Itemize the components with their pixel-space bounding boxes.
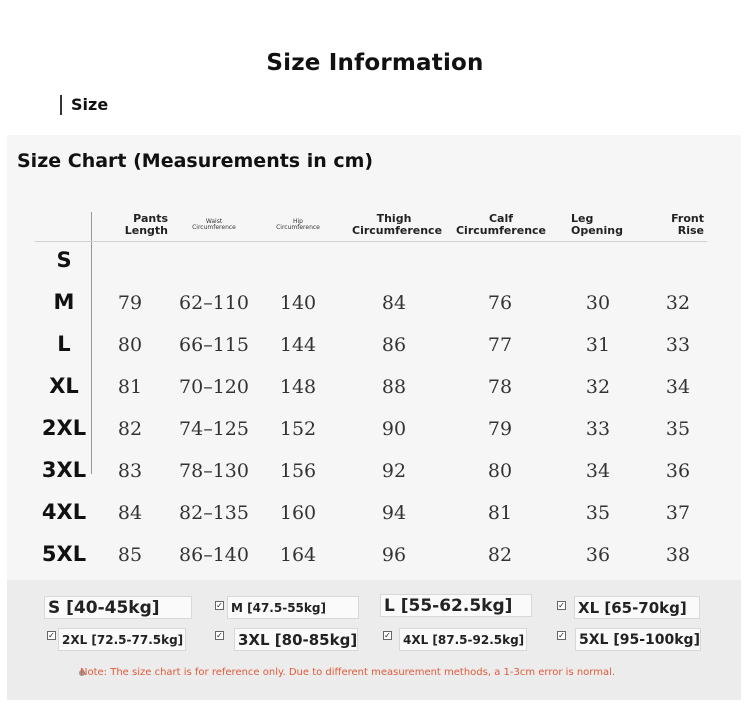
cell-thigh: 90 [381,418,407,440]
cell-front-rise: 35 [665,418,691,440]
cell-hip: 156 [279,460,317,482]
header-waist-circumference: Waist Circumference [192,217,236,231]
header-calf-circumference: Calf Circumference [455,212,547,237]
cell-calf: 77 [487,334,513,356]
checkbox-icon: ✓ [48,631,55,640]
cell-leg-opening: 36 [585,544,611,566]
cell-leg-opening: 31 [585,334,611,356]
weight-size-l: L [55-62.5kg] [380,594,532,617]
cell-calf: 79 [487,418,513,440]
cell-pants-length: 80 [117,334,143,356]
cell-pants-length: 85 [117,544,143,566]
checkbox-icon: ✓ [558,601,565,610]
cell-front-rise: 33 [665,334,691,356]
cell-hip: 152 [279,418,317,440]
cell-calf: 82 [487,544,513,566]
cell-waist: 82–135 [179,502,249,524]
size-label: L [57,332,71,356]
cell-waist: 86–140 [179,544,249,566]
cell-pants-length: 83 [117,460,143,482]
cell-waist: 74–125 [179,418,249,440]
weight-size-5xl: 5XL [95-100kg] [575,628,701,651]
header-pants-length: Pants Length [124,212,168,237]
page-title: Size Information [266,50,484,76]
cell-hip: 144 [279,334,317,356]
cell-waist: 70–120 [179,376,249,398]
cell-leg-opening: 35 [585,502,611,524]
cell-leg-opening: 33 [585,418,611,440]
cell-leg-opening: 34 [585,460,611,482]
cell-front-rise: 37 [665,502,691,524]
cell-front-rise: 34 [665,376,691,398]
size-label: 3XL [41,458,87,482]
header-front-rise: Front Rise [671,212,704,237]
cell-front-rise: 32 [665,292,691,314]
section-label: Size [60,95,108,115]
weight-size-xl: XL [65-70kg] [574,596,700,619]
weight-size-4xl: 4XL [87.5-92.5kg] [399,628,527,651]
cell-calf: 81 [487,502,513,524]
header-leg-opening: Leg Opening [571,212,623,237]
cell-thigh: 84 [381,292,407,314]
size-label: 4XL [41,500,87,524]
size-label: 2XL [41,416,87,440]
weight-size-3xl: 3XL [80-85kg] [234,628,358,651]
disclaimer-note: Note: The size chart is for reference only. Due to different measurement methods, a 1-3cm error is normal. [80,667,616,678]
size-label: XL [49,374,79,398]
weight-size-s: S [40-45kg] [44,596,192,619]
cell-leg-opening: 30 [585,292,611,314]
size-label: 5XL [41,542,87,566]
cell-hip: 140 [279,292,317,314]
cell-waist: 78–130 [179,460,249,482]
cell-pants-length: 84 [117,502,143,524]
header-hip-circumference: Hip Circumference [276,217,320,231]
cell-calf: 76 [487,292,513,314]
cell-calf: 80 [487,460,513,482]
cell-hip: 160 [279,502,317,524]
cell-thigh: 86 [381,334,407,356]
cell-hip: 148 [279,376,317,398]
cell-thigh: 88 [381,376,407,398]
checkbox-icon: ✓ [216,631,223,640]
header-thigh-circumference: Thigh Circumference [352,212,443,237]
cell-pants-length: 79 [117,292,143,314]
size-label: M [53,290,75,314]
cell-leg-opening: 32 [585,376,611,398]
cell-front-rise: 36 [665,460,691,482]
checkbox-icon: ✓ [216,601,223,610]
size-chart-title: Size Chart (Measurements in cm) [17,150,374,172]
cell-calf: 78 [487,376,513,398]
cell-front-rise: 38 [665,544,691,566]
checkbox-icon: ✓ [384,631,391,640]
cell-pants-length: 82 [117,418,143,440]
cell-waist: 66–115 [179,334,249,356]
weight-size-m: M [47.5-55kg] [227,596,359,619]
size-label: S [56,248,72,272]
cell-thigh: 92 [381,460,407,482]
cell-hip: 164 [279,544,317,566]
weight-size-2xl: 2XL [72.5-77.5kg] [58,628,186,651]
cell-pants-length: 81 [117,376,143,398]
cell-waist: 62–110 [179,292,249,314]
cell-thigh: 94 [381,502,407,524]
checkbox-icon: ✓ [558,631,565,640]
cell-thigh: 96 [381,544,407,566]
